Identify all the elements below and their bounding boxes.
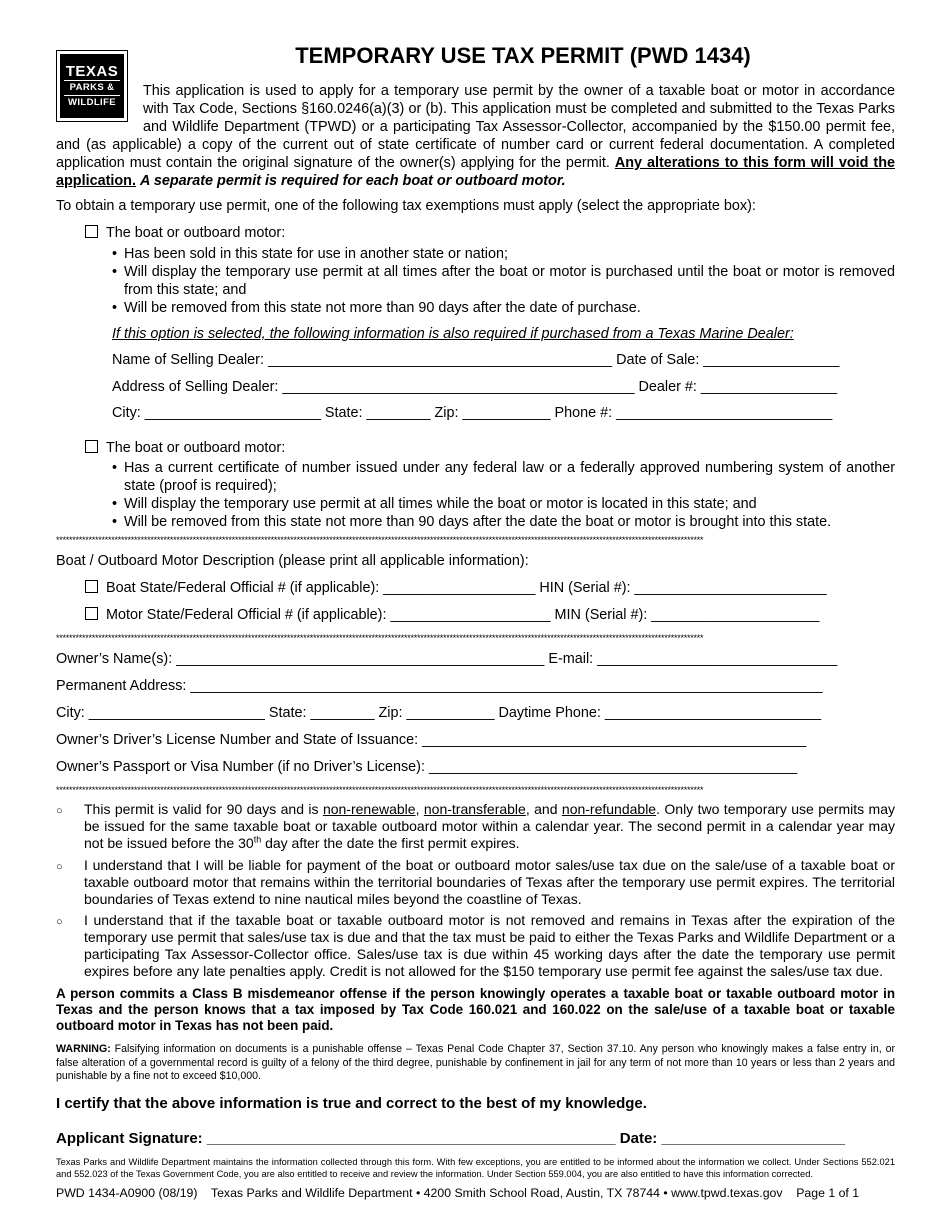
note-tax-liability (56, 857, 895, 908)
dealer-city-field[interactable]: City: ______________________ State: ________ Zip: ___________ Phone #: ___________________________ (112, 405, 833, 421)
boat-checkbox[interactable] (85, 580, 98, 593)
logo-text-wildlife: WILDLIFE (64, 95, 120, 110)
intro-body: This application is used to apply for a temporary use permit by the owner of a taxable boat or motor in accordance with Tax Code, Sections §160.0246(a)(3) or (b). This application must be completed and submitted to the Texas Parks and Wildlife Department (TPWD) or a participating Tax Assessor-Collector, accompanied by the $150.00 permit fee, and (as applicable) a copy of the current out of state certificate of number card or current federal documentation. A completed application must contain the original signature of the owner(s) applying for the permit. (56, 83, 895, 171)
term-non-refundable: non-refundable (561, 801, 657, 817)
warning-label: WARNING: (56, 1043, 111, 1055)
warning-statement (56, 1043, 895, 1084)
certification-statement: I certify that the above information is true and correct to the best of my knowledge. (56, 1095, 647, 1112)
separator-1: ******************************************************************************************************************************************************************************************************* (56, 535, 704, 545)
option2-bullets (112, 459, 895, 531)
page-footer: PWD 1434-A0900 (08/19) Texas Parks and Wildlife Department • 4200 Smith School Road, Austin, TX 78744 • www.tpwd.texas.gov Page 1 of 1 (56, 1186, 860, 1200)
intro-paragraph (56, 82, 895, 190)
option2-bullet-1: • Has a current certificate of number issued under any federal law or a federally approved numbering system of another state (proof is required); (112, 459, 895, 495)
term-non-renewable: non-renewable (322, 801, 416, 817)
logo-text-texas: TEXAS (65, 62, 119, 80)
note-marker: ○ (56, 861, 63, 873)
option2-row (85, 440, 285, 456)
motor-checkbox[interactable] (85, 607, 98, 620)
permanent-address-field[interactable]: Permanent Address: _______________________________________________________________________________ (56, 678, 823, 694)
dealer-note: If this option is selected, the following information is also required if purchased from a Texas Marine Dealer: (112, 326, 794, 342)
obtain-instructions: To obtain a temporary use permit, one of the following tax exemptions must apply (select the appropriate box): (56, 198, 756, 214)
warning-text: Falsifying information on documents is a punishable offense – Texas Penal Code Chapter 37, Section 37.10. Any person who knowingly makes a false entry in, or false alteration of a governmental record is guilty of a felony of the third degree, punishable by confinement in jail for any term of not more than 10 years or less than 2 years and punishable by a fine not to exceed $10,000. (56, 1043, 895, 1082)
note-tax-due-text: I understand that if the taxable boat or taxable outboard motor is not removed and remains in Texas after the expiration of the temporary use permit that sales/use tax is due and that the tax must be paid to either the Texas Parks and Wildlife Department or a participating Tax Assessor-Collector office. Sales/use tax is due within 45 working days after the date the temporary use permit expires before any late penalties apply. Credit is not allowed for the $150 temporary use permit fee against the sales/use tax due. (84, 912, 895, 979)
motor-row (85, 607, 819, 623)
note-permit-validity: ○ This permit is valid for 90 days and is non-renewable, non-transferable, and non-refundable. Only two temporary use permits may be issued for the same taxable boat or taxable outboard motor within a calendar year. The second permit in a calendar year may not be issued before the 30th day after the date the first permit expires. (56, 801, 895, 851)
owner-city-field[interactable]: City: ______________________ State: ________ Zip: ___________ Daytime Phone: ___________________________ (56, 705, 821, 721)
intro-separate-permit: A separate permit is required for each boat or outboard motor. (139, 173, 566, 189)
motor-official-field[interactable]: Motor State/Federal Official # (if applicable): ____________________ MIN (Serial #): _____________________ (106, 607, 820, 623)
option1-bullets (112, 245, 895, 317)
boat-row (85, 580, 827, 596)
misdemeanor-statement: A person commits a Class B misdemeanor offense if the person knowingly operates a taxable boat or taxable outboard motor in Texas and the person knows that a tax imposed by Tax Code 160.021 and 160.022 on the sale/use of a taxable boat or taxable outboard motor in Texas has not been paid. (56, 986, 895, 1033)
passport-field[interactable]: Owner’s Passport or Visa Number (if no Driver’s License): ______________________________________________ (56, 759, 798, 775)
owner-name-field[interactable]: Owner’s Name(s): ______________________________________________ E-mail: ______________________________ (56, 651, 838, 667)
note-marker: ○ (56, 805, 63, 817)
intro-alteration-warning: Any alterations to this form will void the application. (56, 155, 895, 189)
dealer-address-field[interactable]: Address of Selling Dealer: ____________________________________________ Dealer #: _________________ (112, 379, 837, 395)
option2-bullet-2: • Will display the temporary use permit at all times while the boat or motor is located in this state; and (112, 495, 895, 513)
option1-bullet-2: • Will display the temporary use permit at all times after the boat or motor is purchased until the boat or motor is removed from this state; and (112, 263, 895, 299)
dealer-name-field[interactable]: Name of Selling Dealer: ___________________________________________ Date of Sale: _________________ (112, 352, 840, 368)
option1-bullet-1: • Has been sold in this state for use in another state or nation; (112, 245, 895, 263)
privacy-notice: Texas Parks and Wildlife Department maintains the information collected through this form. With few exceptions, you are entitled to be informed about the information we collect. Under Sections 552.021 and 552.023 of the Texas Government Code, you are also entitled to receive and review the information. Under Section 559.004, you are also entitled to have this information corrected. (56, 1157, 895, 1179)
form-title: TEMPORARY USE TAX PERMIT (PWD 1434) (295, 43, 751, 68)
drivers-license-field[interactable]: Owner’s Driver’s License Number and State of Issuance: ________________________________________________ (56, 732, 807, 748)
separator-2: ******************************************************************************************************************************************************************************************************* (56, 633, 704, 643)
description-heading: Boat / Outboard Motor Description (please print all applicable information): (56, 553, 529, 569)
option1-label: The boat or outboard motor: (106, 225, 286, 241)
option1-row (85, 225, 285, 241)
boat-official-field[interactable]: Boat State/Federal Official # (if applicable): ___________________ HIN (Serial #): ________________________ (106, 580, 827, 596)
option1-checkbox[interactable] (85, 225, 98, 238)
applicant-signature-field[interactable]: Applicant Signature: _________________________________________________ Date: ______________________ (56, 1130, 845, 1147)
option2-checkbox[interactable] (85, 440, 98, 453)
note-marker: ○ (56, 916, 63, 928)
option1-bullet-3: • Will be removed from this state not more than 90 days after the date of purchase. (112, 299, 895, 317)
separator-3: ******************************************************************************************************************************************************************************************************* (56, 785, 704, 795)
note-tax-liability-text: I understand that I will be liable for payment of the boat or outboard motor sales/use tax due on the sale/use of a taxable boat or taxable outboard motor that remains within the territorial boundaries of Texas after the temporary use permit expires. The territorial boundaries of Texas extend to nine nautical miles beyond the coastline of Texas. (84, 857, 895, 907)
term-non-transferable: non-transferable (423, 801, 526, 817)
note-tax-due (56, 912, 895, 980)
logo-text-parks: PARKS & (64, 80, 120, 95)
option2-label: The boat or outboard motor: (106, 440, 286, 456)
option2-bullet-3: • Will be removed from this state not more than 90 days after the date the boat or motor is brought into this state. (112, 513, 895, 531)
